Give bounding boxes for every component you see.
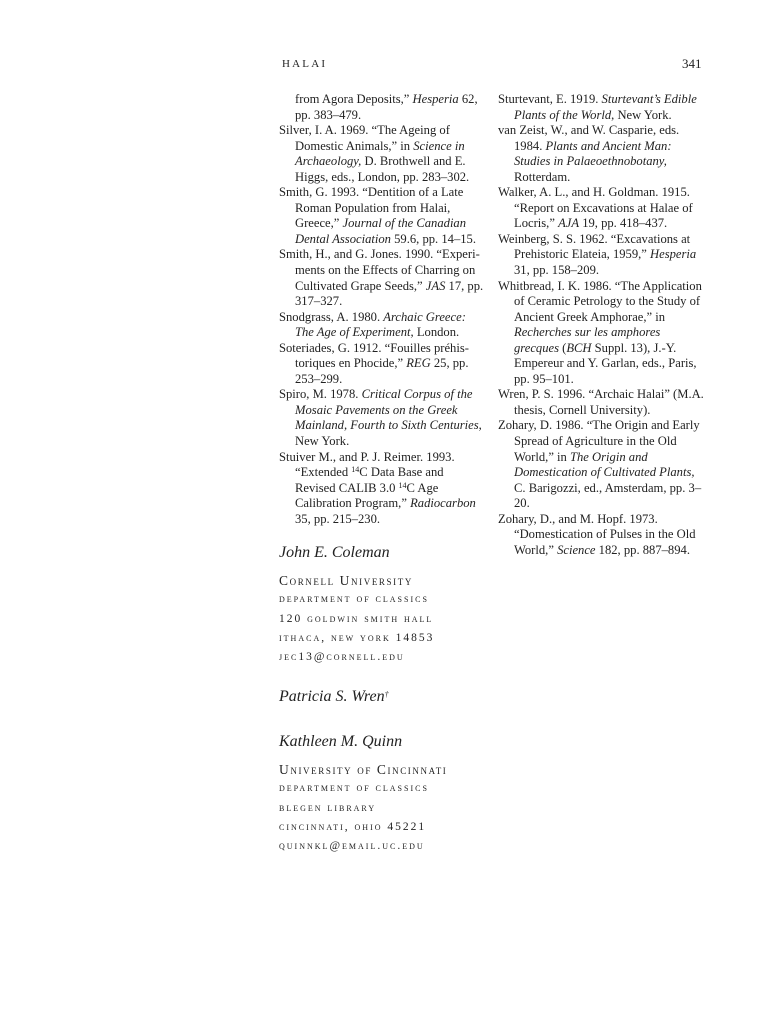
address-line: department of classics: [279, 593, 429, 606]
reference-entry: [498, 232, 708, 279]
author-name-coleman: John E. Coleman: [279, 544, 390, 561]
references-left-column: [279, 92, 485, 527]
reference-text: 17, pp. 317–327.: [295, 278, 484, 309]
italic-title: Recherches sur les amphores grecques: [514, 325, 661, 355]
italic-title: Plants and Ancient Man: Studies in Palaeoethnobotany,: [514, 138, 672, 169]
reference-text: Stuiver M., and P. J. Reimer. 1993. “Extended: [279, 449, 455, 480]
reference-entry: [279, 123, 485, 185]
reference-text: 31, pp. 158–209.: [514, 263, 600, 278]
reference-text: Walker, A. L., and H. Goldman. 1915. “Report on Excavations at Halae of Locris,”: [498, 185, 693, 231]
reference-text: 35, pp. 215–230.: [295, 511, 381, 526]
address-line: ithaca, new york 14853: [279, 631, 435, 644]
reference-text: (: [559, 340, 567, 355]
reference-text: from Agora Deposits,”: [295, 92, 413, 106]
reference-entry: [279, 450, 485, 528]
italic-title: The Origin and Domestication of Cultivated Plants,: [514, 449, 695, 480]
italic-title: Journal of the Canadian Dental Association: [295, 216, 467, 246]
reference-text: Spiro, M. 1978.: [279, 387, 362, 402]
reference-text: van Zeist, W., and W. Casparie, eds. 1984.: [498, 123, 680, 153]
address-line: cincinnati, ohio 45221: [279, 820, 427, 833]
institution-name: Cornell University: [279, 573, 413, 588]
reference-text: New York.: [295, 434, 350, 449]
reference-text: Whitbread, I. K. 1986. “The Application of Ceramic Petrology to the Study of Ancient Greek Amphorae,” in: [498, 278, 702, 324]
reference-text: 182, pp. 887–894.: [595, 542, 690, 557]
reference-entry: [498, 92, 708, 123]
reference-entry: [498, 418, 708, 511]
reference-text: C. Barigozzi, ed., Amsterdam, pp. 3–20.: [514, 480, 702, 511]
reference-entry: [279, 92, 485, 123]
affiliation-quinn: [279, 760, 447, 856]
reference-text: D. Brothwell and E. Higgs, eds., London, pp. 283–302.: [295, 154, 470, 184]
author-name-quinn: Kathleen M. Quinn: [279, 733, 403, 750]
dagger-mark: †: [384, 690, 389, 699]
reference-entry: [279, 387, 485, 449]
reference-entry: [498, 279, 708, 388]
italic-title: Science in Archaeology,: [295, 138, 465, 169]
reference-text: Weinberg, S. S. 1962. “Excavations at Prehistoric Elateia, 1959,”: [498, 231, 691, 262]
reference-text: Soteriades, G. 1912. “Fouilles préhistoriques en Phocide,”: [279, 340, 469, 371]
address-line: blegen library: [279, 801, 377, 814]
address-line: 120 goldwin smith hall: [279, 612, 434, 625]
reference-text: Smith, H., and G. Jones. 1990. “Experiments on the Effects of Charring on Cultivated Grape Seeds,”: [279, 247, 480, 293]
institution-name: University of Cincinnati: [279, 762, 448, 777]
references-right-column: [498, 92, 708, 558]
affiliation-coleman: [279, 571, 434, 667]
reference-text: C Data Base and Revised CALIB 3.0: [295, 465, 444, 495]
reference-text: Suppl. 13), J.-Y. Empereur and Y. Garlan, eds., Paris, pp. 95–101.: [514, 340, 697, 386]
italic-title: Sturtevant’s Edible Plants of the World: [514, 92, 697, 122]
italic-title: REG: [406, 356, 431, 371]
reference-text: 62, pp. 383–479.: [295, 92, 478, 122]
reference-entry: [279, 247, 485, 309]
email-address: quinnkl@email.uc.edu: [279, 840, 425, 853]
italic-title: JAS: [425, 278, 446, 293]
reference-text: Wren, P. S. 1996. “Archaic Halai” (M.A. thesis, Cornell University).: [498, 387, 704, 417]
reference-text: Zohary, D., and M. Hopf. 1973. “Domestication of Pulses in the Old World,”: [498, 511, 696, 557]
reference-text: , New York.: [611, 107, 672, 122]
author-name-wren: [279, 688, 389, 706]
italic-title: BCH: [566, 340, 592, 355]
reference-text: 59.6, pp. 14–15.: [390, 231, 476, 246]
reference-text: C Age Calibration Program,”: [295, 480, 439, 511]
author-name-text: Patricia S. Wren: [279, 688, 385, 705]
reference-text: Smith, G. 1993. “Dentition of a Late Roman Population from Halai, Greece,”: [279, 185, 464, 231]
italic-title: Critical Corpus of the Mosaic Pavements on the Greek Mainland, Fourth to Sixth Centuries,: [295, 387, 482, 433]
italic-title: Hesperia: [412, 92, 459, 106]
reference-entry: [498, 123, 708, 185]
superscript: 14: [398, 480, 407, 490]
address-line: department of classics: [279, 782, 429, 795]
reference-entry: [498, 185, 708, 232]
italic-title: Hesperia: [650, 247, 697, 262]
reference-text: 25, pp. 253–299.: [295, 356, 469, 386]
page-number: 341: [682, 56, 702, 71]
superscript: 14: [351, 465, 360, 475]
reference-entry: [279, 341, 485, 388]
running-head: HALAI: [282, 58, 328, 70]
reference-text: Snodgrass, A. 1980.: [279, 309, 384, 324]
reference-text: London.: [413, 325, 460, 340]
email-address: jec13@cornell.edu: [279, 651, 405, 664]
reference-entry: [279, 185, 485, 247]
italic-title: Archaic Greece: The Age of Experiment,: [295, 309, 466, 340]
reference-text: Rotterdam.: [514, 169, 571, 184]
reference-entry: [498, 512, 708, 559]
reference-text: 19, pp. 418–437.: [579, 216, 668, 231]
reference-entry: [279, 310, 485, 341]
italic-title: Radiocarbon: [410, 496, 476, 511]
reference-entry: [498, 387, 708, 418]
reference-text: Sturtevant, E. 1919.: [498, 92, 602, 106]
italic-title: Science: [557, 542, 596, 557]
reference-text: Zohary, D. 1986. “The Origin and Early Spread of Agriculture in the Old World,” in: [498, 418, 700, 464]
italic-title: AJA: [558, 216, 580, 231]
reference-text: Silver, I. A. 1969. “The Ageing of Domestic Animals,” in: [279, 123, 450, 153]
